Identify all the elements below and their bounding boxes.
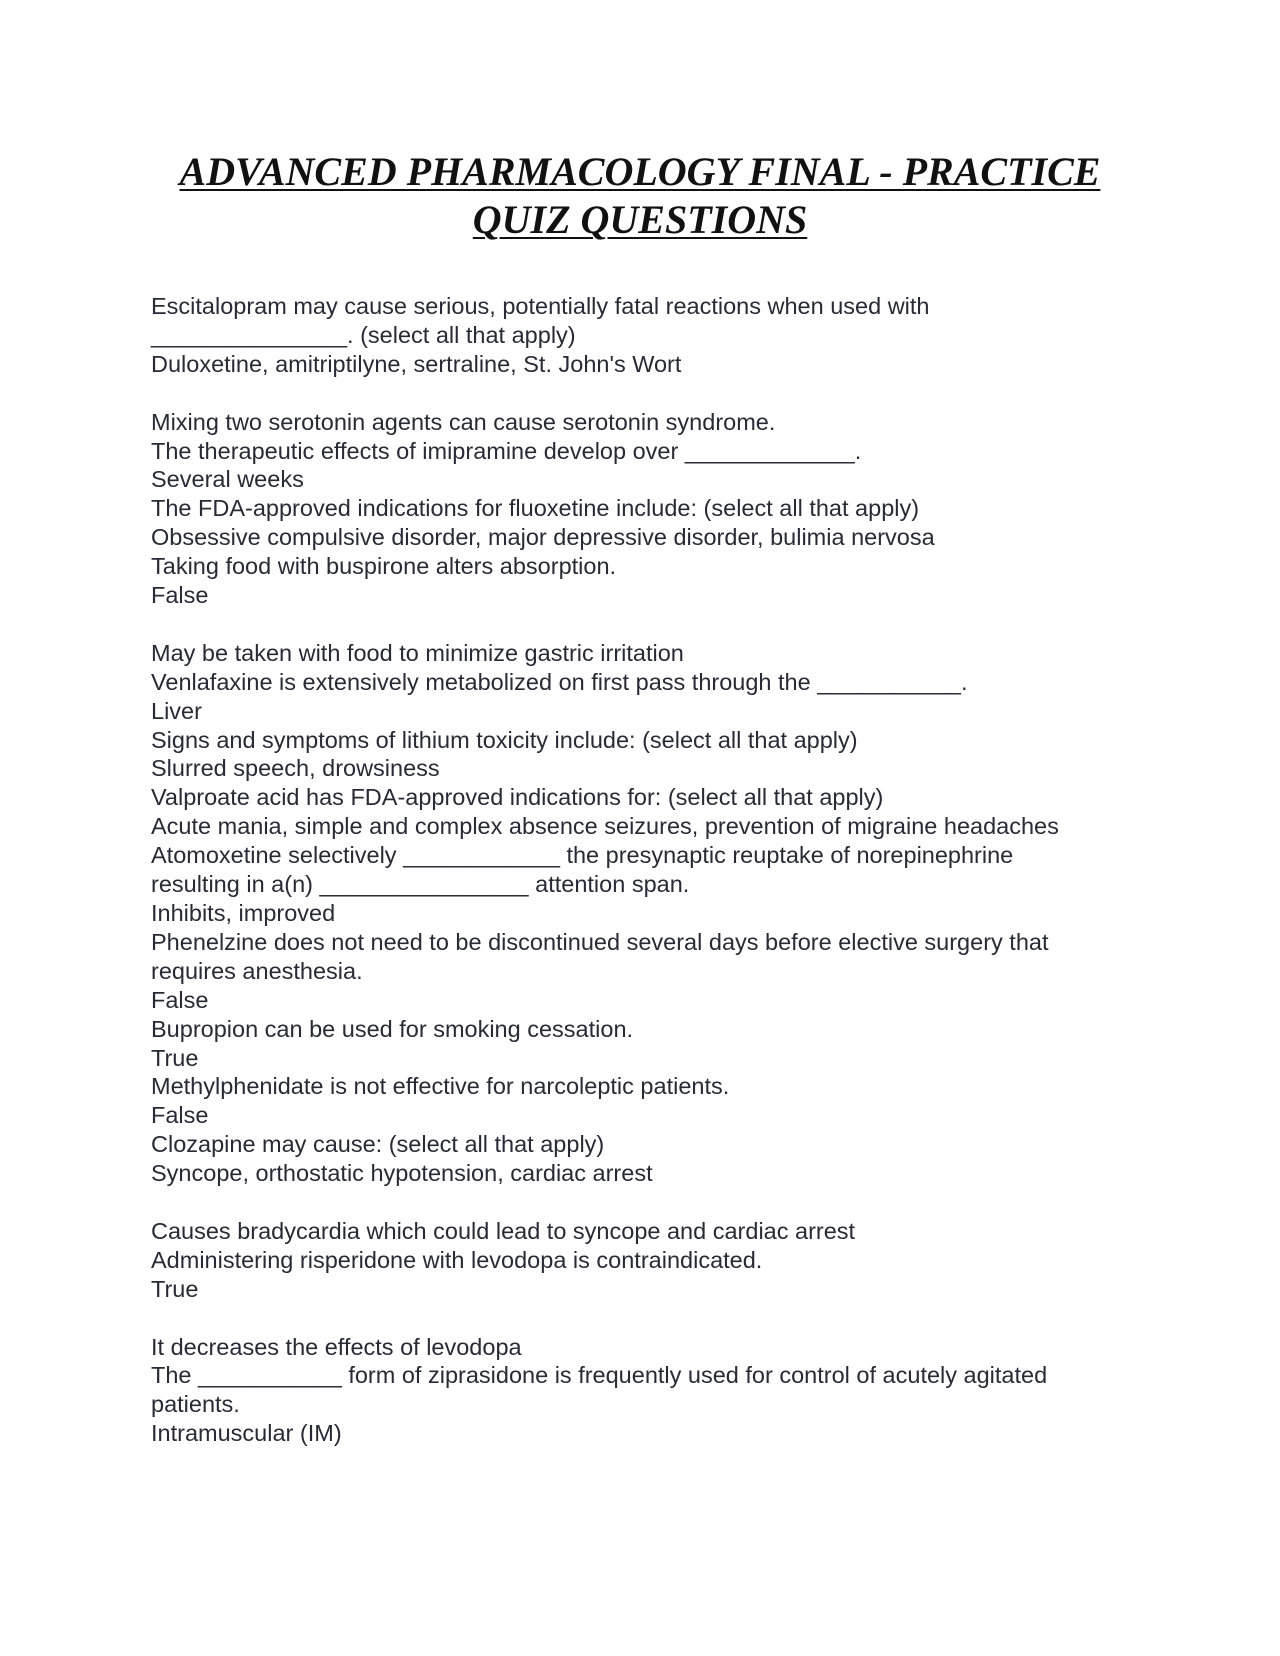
text-line: Bupropion can be used for smoking cessation. (151, 1015, 634, 1042)
text-line: The ___________ form of ziprasidone is frequently used for control of acutely agitated (151, 1362, 1048, 1389)
text-line: Obsessive compulsive disorder, major depressive disorder, bulimia nervosa (151, 524, 935, 551)
blank-line (151, 379, 1131, 408)
text-line: True (151, 1275, 199, 1302)
text-line: patients. (151, 1391, 240, 1418)
text-line: May be taken with food to minimize gastric irritation (151, 639, 684, 666)
text-line: Administering risperidone with levodopa is contraindicated. (151, 1246, 763, 1273)
text-line: Phenelzine does not need to be discontinued several days before elective surgery that (151, 928, 1049, 955)
text-line: Intramuscular (IM) (151, 1420, 342, 1447)
text-line: The therapeutic effects of imipramine develop over _____________. (151, 437, 862, 464)
text-line: Slurred speech, drowsiness (151, 755, 440, 782)
text-line: Inhibits, improved (151, 900, 336, 926)
text-line: False (151, 986, 209, 1013)
text-line: Mixing two serotonin agents can cause serotonin syndrome. (151, 408, 776, 435)
text-line: Causes bradycardia which could lead to syncope and cardiac arrest (151, 1217, 856, 1244)
title-line-2: QUIZ QUESTIONS (472, 197, 808, 242)
text-line: resulting in a(n) ________________ attention span. (151, 871, 690, 898)
blank-line (151, 1188, 1131, 1217)
text-line: requires anesthesia. (151, 957, 363, 984)
text-line: Taking food with buspirone alters absorption. (151, 553, 617, 580)
text-line: Methylphenidate is not effective for narcoleptic patients. (151, 1073, 730, 1100)
text-line: Several weeks (151, 466, 304, 493)
blank-line (151, 1304, 1131, 1333)
text-line: Syncope, orthostatic hypotension, cardiac arrest (151, 1160, 653, 1187)
text-line: Venlafaxine is extensively metabolized on first pass through the ___________. (151, 668, 968, 695)
text-line: False (151, 582, 209, 609)
text-line: True (151, 1044, 199, 1071)
title-line-1: ADVANCED PHARMACOLOGY FINAL - PRACTICE (179, 149, 1101, 194)
text-line: Liver (151, 697, 202, 724)
text-line: _______________. (select all that apply) (151, 321, 576, 348)
text-line: False (151, 1102, 209, 1129)
text-line: Signs and symptoms of lithium toxicity include: (select all that apply) (151, 726, 858, 753)
text-line: Valproate acid has FDA-approved indications for: (select all that apply) (151, 784, 884, 811)
text-line: Escitalopram may cause serious, potentially fatal reactions when used with (151, 293, 930, 319)
blank-line (151, 610, 1131, 639)
document-title (150, 148, 1130, 244)
document-body (151, 292, 1131, 1448)
text-line: Acute mania, simple and complex absence seizures, prevention of migraine headaches (151, 813, 1059, 840)
text-line: The FDA-approved indications for fluoxetine include: (select all that apply) (151, 495, 920, 522)
text-line: Duloxetine, amitriptilyne, sertraline, St. John's Wort (151, 350, 682, 377)
text-line: Clozapine may cause: (select all that apply) (151, 1131, 605, 1158)
text-line: Atomoxetine selectively ____________ the presynaptic reuptake of norepinephrine (151, 842, 1014, 869)
text-line: It decreases the effects of levodopa (151, 1333, 522, 1360)
